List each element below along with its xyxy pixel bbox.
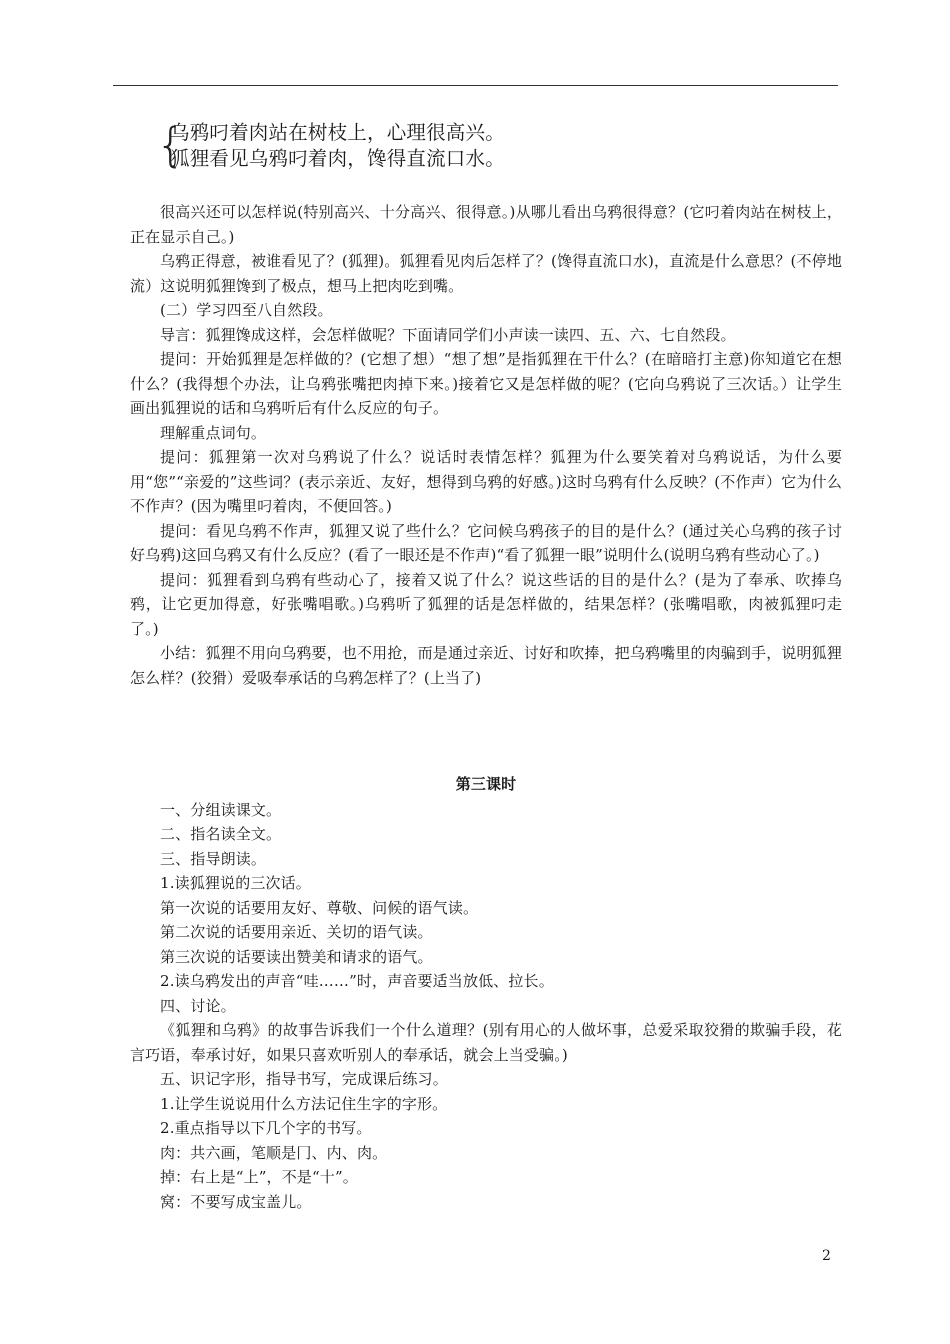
brace-line-1: 乌鸦叼着肉站在树枝上，心理很高兴。 [170, 121, 505, 144]
paragraph: 很高兴还可以怎样说(特别高兴、十分高兴、很得意。)从哪儿看出乌鸦很得意？(它叼着肉站在树枝上，正在显示自己。) [130, 203, 842, 246]
paragraph: 第二次说的话要用亲近、关切的语气读。 [160, 923, 433, 941]
paragraph: 《狐狸和乌鸦》的故事告诉我们一个什么道理？(别有用心的人做坏事，总爱采取狡猾的欺骗手段，花言巧语，奉承讨好，如果只喜欢听别人的奉承话，就会上当受骗。) [130, 1021, 842, 1064]
paragraph: 导言：狐狸馋成这样，会怎样做呢？下面请同学们小声读一读四、五、六、七自然段。 [160, 325, 736, 344]
paragraph: 2.重点指导以下几个字的书写。 [160, 1119, 372, 1137]
paragraph: 一、分组读课文。 [160, 800, 282, 819]
paragraph: 掉：右上是“上”，不是“十”。 [160, 1168, 358, 1186]
left-brace: { [156, 118, 186, 172]
paragraph: 理解重点词句。 [160, 423, 267, 442]
paragraph: 2.读乌鸦发出的声音“哇……”时，声音要适当放低、拉长。 [160, 972, 554, 990]
paragraph: 第一次说的话要用友好、尊敬、问候的语气读。 [160, 898, 479, 917]
paragraph: 提问：看见乌鸦不作声，狐狸又说了些什么？它问候乌鸦孩子的目的是什么？(通过关心乌鸦的孩子讨好乌鸦)这回乌鸦又有什么反应？(看了一眼还是不作声)“看了狐狸一眼”说明什么(说明乌鸦有些动心了。) [130, 521, 842, 564]
paragraph: 肉：共六画，笔顺是冂、内、肉。 [160, 1143, 388, 1162]
paragraph: 提问：开始狐狸是怎样做的？(它想了想）“想了想”是指狐狸在干什么？(在暗暗打主意)你知道它在想什么？(我得想个办法，让乌鸦张嘴把肉掉下来。)接着它又是怎样做的呢？(它向乌鸦说了三次话。）让学生画出狐狸说的话和乌鸦听后有什么反应的句子。 [130, 350, 842, 417]
paragraph: 五、识记字形，指导书写，完成课后练习。 [160, 1070, 448, 1088]
paragraph: 窝：不要写成宝盖儿。 [160, 1192, 312, 1211]
paragraph: 提问：狐狸看到乌鸦有些动心了，接着又说了什么？说这些话的目的是什么？(是为了奉承、吹捧乌鸦，让它更加得意，好张嘴唱歌。)乌鸦听了狐狸的话是怎样做的，结果怎样？(张嘴唱歌，肉被狐狸叼走了。) [130, 570, 842, 638]
page-number: 2 [822, 1248, 831, 1264]
paragraph: 1.让学生说说用什么方法记住生字的字形。 [160, 1094, 448, 1113]
paragraph: 小结：狐狸不用向乌鸦要，也不用抢，而是通过亲近、讨好和吹捧，把乌鸦嘴里的肉骗到手，说明狐狸怎么样？(狡猾）爱吸奉承话的乌鸦怎样了？(上当了) [130, 644, 842, 687]
paragraph: 提问：狐狸第一次对乌鸦说了什么？说话时表情怎样？狐狸为什么要笑着对乌鸦说话，为什么要用“您”“亲爱的”这些词？(表示亲近、友好，想得到乌鸦的好感。)这时乌鸦有什么反映？(不作声）它为什么不作声？(因为嘴里叼着肉，不便回答。) [130, 448, 842, 515]
paragraph: 三、指导朗读。 [160, 849, 267, 868]
section-heading: 第三课时 [455, 775, 517, 793]
paragraph: 第三次说的话要读出赞美和请求的语气。 [160, 947, 433, 966]
third-lesson-section [130, 772, 842, 1214]
lesson-body [130, 200, 842, 690]
paragraph: 二、指名读全文。 [160, 825, 282, 843]
paragraph: 四、讨论。 [160, 996, 236, 1015]
paragraph: 乌鸦正得意，被谁看见了？(狐狸)。狐狸看见肉后怎样了？(馋得直流口水)，直流是什么意思？(不停地流）这说明狐狸馋到了极点，想马上把肉吃到嘴。 [130, 252, 842, 295]
paragraph: (二）学习四至八自然段。 [160, 301, 333, 319]
header-rule [113, 85, 838, 86]
paragraph: 1.读狐狸说的三次话。 [160, 874, 311, 892]
brace-line-2: 狐狸看见乌鸦叼着肉，馋得直流口水。 [170, 147, 505, 170]
